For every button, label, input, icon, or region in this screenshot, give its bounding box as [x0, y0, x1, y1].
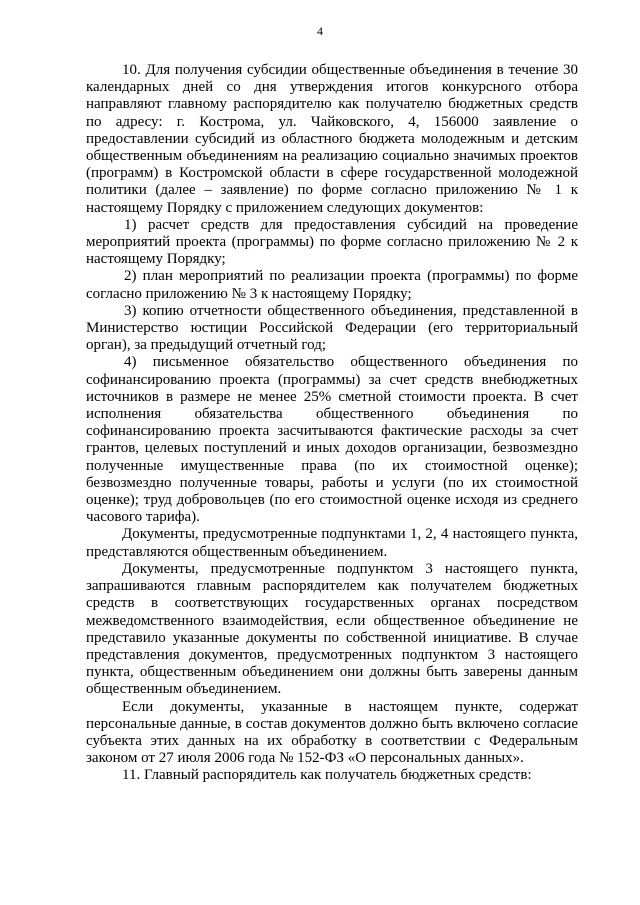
- paragraph-10: 10. Для получения субсидии общественные объединения в течение 30 календарных дней со дня утверждения итогов конкурсного отбора направляют главному распорядителю как получателю бюджетных средств по адресу: г. Кострома, ул. Чайковского, 4, 156000 заявление о предоставлении субсидий из областного бюджета молодежным и детским общественным объединениям на реализацию социально значимых проектов (программ) в Костромской области в сфере государственной молодежной политики (далее – заявление) по форме согласно приложению № 1 к настоящему Порядку с приложением следующих документов:: [86, 62, 578, 216]
- list-item-1: 1) расчет средств для предоставления субсидий на проведение мероприятий проекта (программы) по форме согласно приложению № 2 к настоящему Порядку;: [86, 216, 578, 268]
- list-item-3: 3) копию отчетности общественного объединения, представленной в Министерство юстиции Российской Федерации (его территориальный орган), за предыдущий отчетный год;: [86, 302, 578, 354]
- paragraph-documents-1: Документы, предусмотренные подпунктами 1, 2, 4 настоящего пункта, представляются общественным объединением.: [86, 526, 578, 560]
- paragraph-documents-2: Документы, предусмотренные подпунктом 3 настоящего пункта, запрашиваются главным распорядителем как получателем бюджетных средств в соответствующих государственных органах посредством межведомственного взаимодействия, если общественное объединение не представило указанные документы по собственной инициативе. В случае представления документов, предусмотренных подпунктом 3 настоящего пункта, общественным объединением они должны быть заверены данным общественным объединением.: [86, 560, 578, 698]
- paragraph-personal-data: Если документы, указанные в настоящем пункте, содержат персональные данные, в состав документов должно быть включено согласие субъекта этих данных на их обработку в соответствии с Федеральным законом от 27 июля 2006 года № 152-ФЗ «О персональных данных».: [86, 698, 578, 767]
- document-body: [86, 62, 578, 785]
- page-number: 4: [317, 24, 323, 38]
- list-item-2: 2) план мероприятий по реализации проекта (программы) по форме согласно приложению № 3 к настоящему Порядку;: [86, 268, 578, 302]
- paragraph-11: 11. Главный распорядитель как получатель бюджетных средств:: [122, 767, 532, 784]
- list-item-4: 4) письменное обязательство общественного объединения по софинансированию проекта (программы) за счет средств внебюджетных источников в размере не менее 25% сметной стоимости проекта. В счет исполнения обязательства общественного объединения по софинансированию проекта засчитываются фактические расходы за счет грантов, целевых поступлений и иных доходов организации, безвозмездно полученные имущественные права (по их стоимостной оценке); безвозмездно полученные товары, работы и услуги (по их стоимостной оценке); труд добровольцев (по его стоимостной оценке исходя из среднего часового тарифа).: [86, 354, 578, 526]
